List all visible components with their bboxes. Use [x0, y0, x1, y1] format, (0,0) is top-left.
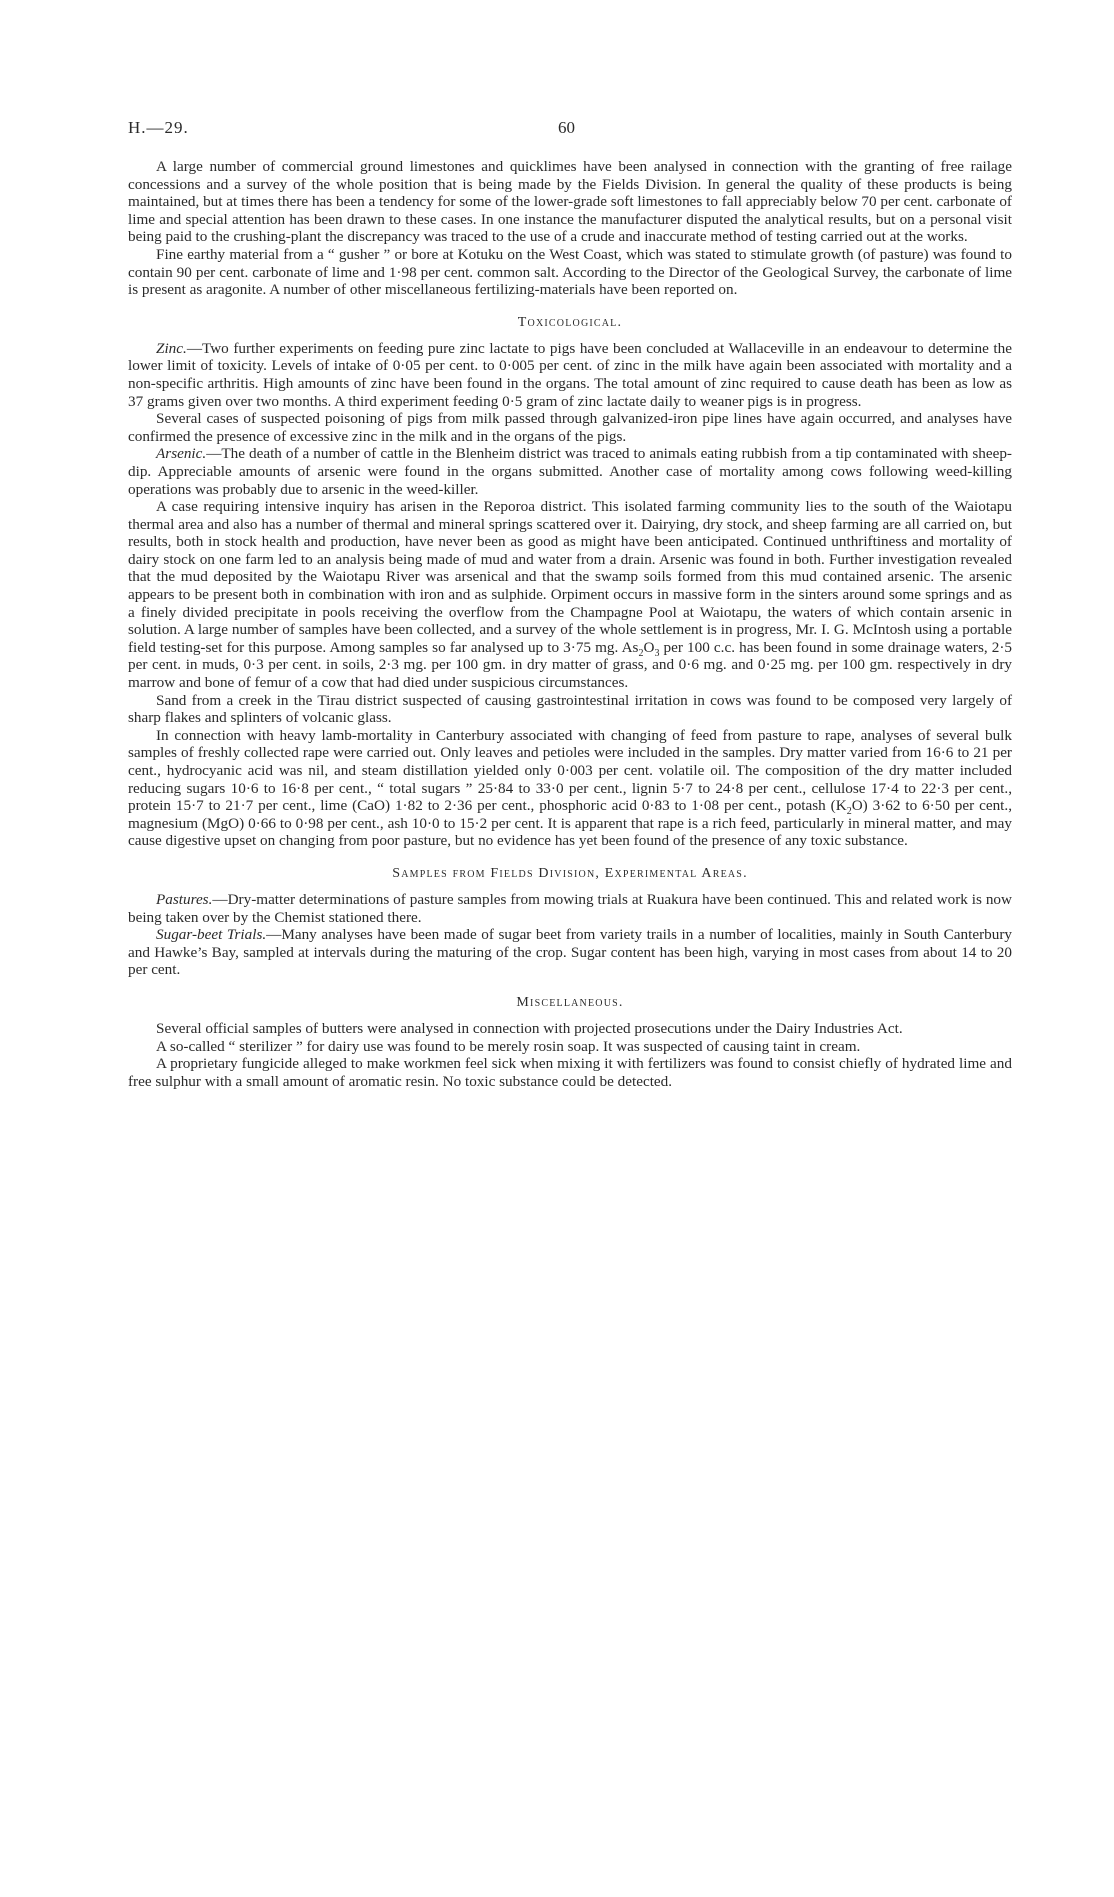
rape-text-b: O) 3·62 to 6·50 per cent., magnesium (MgO) 0·66 to 0·98 per cent., ash 10·0 to 15·2 per cent. It is apparent that rape is a rich feed, particularly in mineral matter, and may cause digestive upset on changing from poor pasture, but no evidence has yet been found of the presence of any toxic substance.	[128, 797, 1012, 850]
lead-pastures: Pastures.	[156, 890, 213, 908]
heading-toxicological: Toxicological.	[517, 314, 623, 330]
paragraph-limestones: A large number of commercial ground limestones and quicklimes have been analysed in connection with the granting of free railage concessions and a survey of the whole position that is being made by the Fields Division. In general the quality of these products is being maintained, but at times there has been a tendency for some of the lower-grade soft limestones to fall appreciably below 70 per cent. carbonate of lime and special attention has been drawn to these cases. In one instance the manufacturer disputed the analytical results, but on a personal visit being paid to the crushing-plant the discrepancy was traced to the use of a crude and inaccurate method of testing carried out at the works.	[128, 158, 1012, 246]
reporoa-text-a: A case requiring intensive inquiry has arisen in the Reporoa district. This isolated farming community lies to the south of the Waiotapu thermal area and also has a number of thermal and mineral springs scattered over it. Dairying, dry stock, and sheep farming are all carried on, but results, both in stock health and production, have never been as good as might have been anticipated. Continued unthriftiness and mortality of dairy stock on one farm led to an analysis being made of mud and water from a drain. Arsenic was found in both. Further investigation revealed that the mud deposited by the Waiotapu River was arsenical and that the swamp soils formed from this mud contained arsenic. The arsenic appears to be present both in combination with iron and as sulphide. Orpiment occurs in massive form in the sinters around some springs and as a finely divided precipitate in pools receiving the overflow from the Champagne Pool at Waiotapu, the waters of which contain arsenic in solution. A large number of samples have been collected, and a survey of the whole settlement is in progress, Mr. I. G. McIntosh using a portable field testing-set for this purpose. Among samples so far analysed up to 3·75 mg. As	[128, 498, 1012, 656]
subscript-2: 2	[638, 647, 644, 659]
subscript-3: 3	[654, 647, 660, 659]
paragraph-fungicide: A proprietary fungicide alleged to make workmen feel sick when mixing it with fertilizers was found to consist chiefly of hydrated lime and free sulphur with a small amount of aromatic resin. No toxic substance could be detected.	[128, 1055, 1012, 1090]
arsenic-text: —The death of a number of cattle in the Blenheim district was traced to animals eating rubbish from a tip contaminated with sheep-dip. Appreciable amounts of arsenic were found in the organs submitted. Another case of mortality among cows following weed-killing operations was probably due to arsenic in the weed-killer.	[128, 445, 1012, 498]
paragraph-butters: Several official samples of butters were analysed in connection with projected prosecutions under the Dairy Industries Act.	[156, 1019, 903, 1037]
paragraph-zinc	[128, 340, 1012, 410]
paragraph-tirau-sand: Sand from a creek in the Tirau district suspected of causing gastrointestinal irritation in cows was found to be composed very largely of sharp flakes and splinters of volcanic glass.	[128, 691, 1012, 727]
heading-miscellaneous: Miscellaneous.	[516, 994, 624, 1010]
paragraph-rape	[128, 727, 1012, 850]
paragraph-zinc-pipes: Several cases of suspected poisoning of pigs from milk passed through galvanized-iron pipe lines have again occurred, and analyses have confirmed the presence of excessive zinc in the milk and in the organs of the pigs.	[128, 410, 1012, 445]
reporoa-text-b: per 100 c.c. has been found in some drainage waters, 2·5 per cent. in muds, 0·3 per cent. in soils, 2·3 mg. per 100 gm. in dry matter of grass, and 0·6 mg. and 0·25 mg. per 100 gm. respectively in dry marrow and bone of femur of a cow that had died under suspicious circumstances.	[128, 638, 1012, 692]
lead-zinc: Zinc.	[156, 339, 187, 357]
subscript-potash: 2	[846, 806, 852, 818]
paragraph-gusher: Fine earthy material from a “ gusher ” or bore at Kotuku on the West Coast, which was stated to stimulate growth (of pasture) was found to contain 90 per cent. carbonate of lime and 1·98 per cent. common salt. According to the Director of the Geological Survey, the carbonate of lime is present as aragonite. A number of other miscellaneous fertilizing-materials have been reported on.	[128, 245, 1012, 299]
pastures-text: —Dry-matter determinations of pasture samples from mowing trials at Ruakura have been continued. This and related work is now being taken over by the Chemist stationed there.	[128, 890, 1012, 926]
page-header	[128, 118, 1012, 148]
paragraph-reporoa	[128, 498, 1012, 692]
lead-sugar-beet: Sugar-beet Trials.	[156, 926, 267, 944]
paragraph-sugar-beet	[128, 926, 1012, 979]
page-number: 60	[558, 118, 575, 137]
lead-arsenic: Arsenic.	[156, 445, 207, 463]
document-reference: H.—29.	[128, 118, 189, 137]
sugar-beet-text: —Many analyses have been made of sugar beet from variety trails in a number of localities, mainly in South Canterbury and Hawke’s Bay, sampled at intervals during the maturing of the crop. Sugar content has been high, varying in most cases from about 14 to 20 per cent.	[128, 926, 1012, 979]
heading-samples-fields-division: Samples from Fields Division, Experimental Areas.	[392, 865, 748, 881]
zinc-text: —Two further experiments on feeding pure zinc lactate to pigs have been concluded at Wallaceville in an endeavour to determine the lower limit of toxicity. Levels of intake of 0·05 per cent. to 0·005 per cent. of zinc in the milk have again been associated with mortality and a non-specific arthritis. High amounts of zinc have been found in the organs. The total amount of zinc required to cause death has been as low as 37 grams given over two months. A third experiment feeding 0·5 gram of zinc lactate daily to weaner pigs is in progress.	[128, 339, 1012, 410]
rape-text-a: In connection with heavy lamb-mortality in Canterbury associated with changing of feed from pasture to rape, analyses of several bulk samples of freshly collected rape were carried out. Only leaves and petioles were included in the samples. Dry matter varied from 16·6 to 21 per cent., hydrocyanic acid was nil, and steam distillation yielded only 0·003 per cent. volatile oil. The composition of the dry matter included reducing sugars 10·6 to 16·8 per cent., “ total sugars ” 25·84 to 33·0 per cent., lignin 5·7 to 24·8 per cent., cellulose 17·4 to 22·3 per cent., protein 15·7 to 21·7 per cent., lime (CaO) 1·82 to 2·36 per cent., phosphoric acid 0·83 to 1·08 per cent., potash (K	[128, 726, 1012, 815]
paragraph-pastures	[128, 891, 1012, 926]
paragraph-arsenic	[128, 445, 1012, 498]
paragraph-sterilizer: A so-called “ sterilizer ” for dairy use was found to be merely rosin soap. It was suspected of causing taint in cream.	[156, 1037, 861, 1055]
document-page	[128, 118, 1012, 1090]
reporoa-oxygen: O	[643, 638, 655, 656]
